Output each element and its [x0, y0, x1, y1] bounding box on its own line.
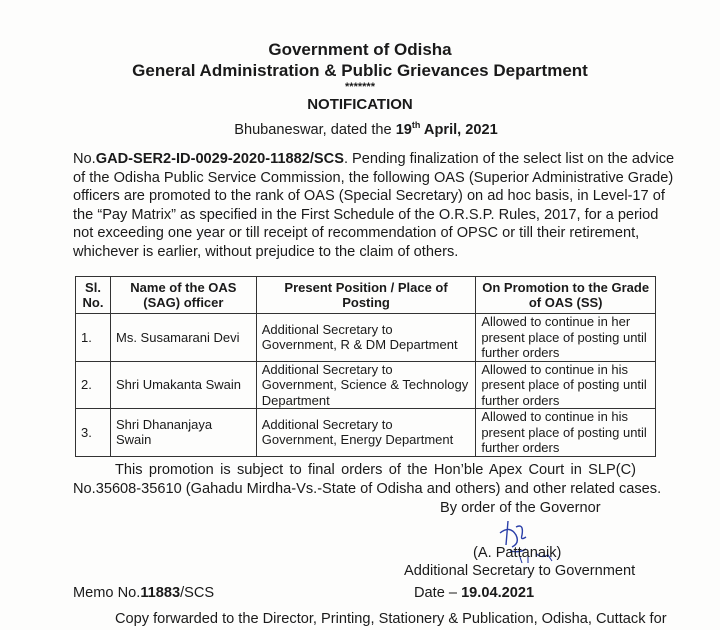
cell-promotion: Allowed to continue in his present place of posting until further orders: [476, 361, 656, 409]
memo-prefix: Memo No.: [73, 585, 141, 601]
court-order-line-1: This promotion is subject to final orders of the Hon’ble Apex Court in SLP(C): [115, 462, 636, 478]
cell-promotion: Allowed to continue in his present place of posting until further orders: [476, 409, 656, 457]
table-row: [76, 361, 656, 409]
copy-forwarded-line: Copy forwarded to the Director, Printing, Stationery & Publication, Odisha, Cuttack for: [115, 611, 667, 627]
cell-promotion: Allowed to continue in her present place of posting until further orders: [476, 314, 656, 362]
header-name: Name of the OAS (SAG) officer: [110, 277, 256, 314]
header-position: Present Position / Place of Posting: [256, 277, 476, 314]
government-heading: Government of Odisha: [268, 40, 452, 59]
date-prefix: Bhubaneswar, dated the: [234, 121, 396, 138]
header-sl-no: Sl. No.: [76, 277, 111, 314]
cell-position: Additional Secretary to Government, Science & Technology Department: [256, 361, 476, 409]
header-promotion: On Promotion to the Grade of OAS (SS): [476, 277, 656, 314]
cell-name: Shri Dhananjaya Swain: [110, 409, 256, 457]
notification-title: NOTIFICATION: [307, 96, 413, 113]
cell-position: Additional Secretary to Government, R & DM Department: [256, 314, 476, 362]
cell-position: Additional Secretary to Government, Energy Department: [256, 409, 476, 457]
body-text: . Pending finalization of the select list on the advice: [343, 151, 675, 167]
cell-sl-no: 3.: [76, 409, 111, 457]
department-heading: General Administration & Public Grievances Department: [132, 61, 588, 80]
memo-date-prefix: Date –: [414, 585, 462, 601]
date-suffix: th: [411, 120, 421, 130]
separator-stars: *******: [345, 81, 375, 93]
table-row: [76, 314, 656, 362]
cell-name: Ms. Susamarani Devi: [110, 314, 256, 362]
signatory-name: (A. Pattanaik): [473, 545, 562, 561]
cell-sl-no: 1.: [76, 314, 111, 362]
memo-suffix: /SCS: [180, 585, 215, 601]
memo-no: 11883: [140, 585, 181, 601]
date-day: 19: [395, 121, 412, 138]
designation: Additional Secretary to Government: [404, 563, 636, 579]
officers-table: [75, 276, 656, 457]
cell-sl-no: 2.: [76, 361, 111, 409]
date-rest: April, 2021: [420, 121, 498, 138]
body-line-6: whichever is earlier, without prejudice to the claim of others.: [73, 243, 459, 260]
notification-date: [6, 120, 720, 138]
by-order: By order of the Governor: [440, 500, 601, 516]
memo-date-value: 19.04.2021: [461, 585, 535, 601]
notification-number: GAD-SER2-ID-0029-2020-11882/SCS: [95, 151, 344, 167]
court-order-line-2: No.35608-35610 (Gahadu Mirdha-Vs.-State of Odisha and others) and other related cases.: [73, 481, 662, 497]
no-prefix: No.: [73, 151, 96, 167]
table-header-row: [76, 277, 656, 314]
body-line-4: the “Pay Matrix” as specified in the First Schedule of the O.R.S.P. Rules, 2017, for a period: [73, 206, 659, 223]
table-row: [76, 409, 656, 457]
memo-number: [73, 585, 214, 601]
body-line-1: [73, 151, 675, 167]
body-line-5: not exceeding one year or till receipt of recommendation of OPSC or till their retirement,: [73, 225, 640, 241]
body-line-2: of the Odisha Public Service Commission, the following OAS (Superior Administrative Grade): [73, 169, 674, 186]
body-line-3: officers are promoted to the rank of OAS (Special Secretary) on ad hoc basis, in Level-17 of: [73, 188, 665, 204]
memo-date: [414, 585, 534, 601]
cell-name: Shri Umakanta Swain: [110, 361, 256, 409]
